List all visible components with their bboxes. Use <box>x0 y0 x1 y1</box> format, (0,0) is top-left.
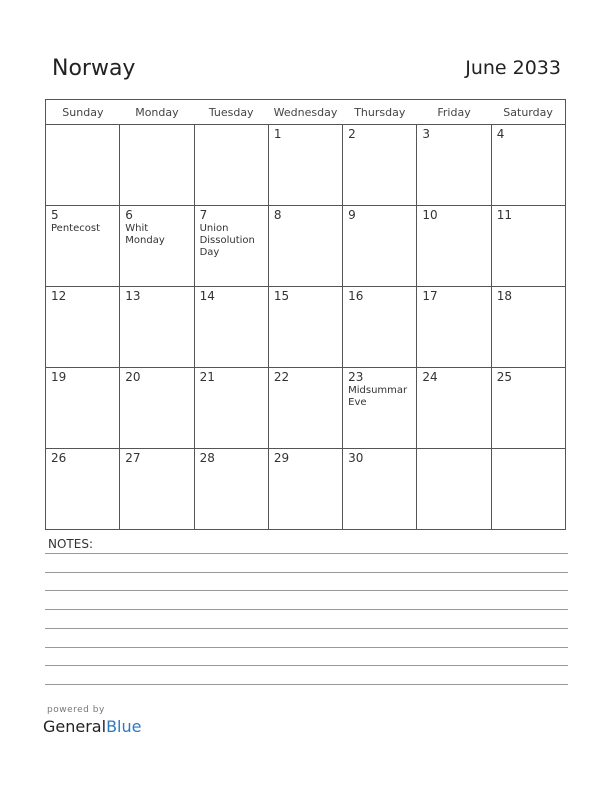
calendar-day-cell <box>491 368 565 449</box>
day-number: 7 <box>199 208 208 222</box>
calendar-day-cell <box>194 125 268 206</box>
day-number: 21 <box>199 370 215 384</box>
calendar-day-cell <box>194 368 268 449</box>
calendar-day-cell <box>194 449 268 530</box>
weekday-sunday: Sunday <box>46 100 120 125</box>
day-number: 22 <box>273 370 290 384</box>
day-number: 8 <box>273 208 282 222</box>
calendar-day-cell <box>343 125 417 206</box>
day-number: 25 <box>496 370 512 384</box>
day-number: 13 <box>125 289 141 303</box>
day-number: 2 <box>348 127 356 141</box>
calendar-day-cell <box>46 287 120 368</box>
day-number: 4 <box>496 127 505 141</box>
calendar-day-cell <box>491 125 565 206</box>
day-number: 18 <box>496 289 512 303</box>
calendar-day-cell <box>120 125 194 206</box>
calendar-week-row <box>46 449 566 530</box>
calendar-day-cell <box>491 206 565 287</box>
calendar-day-cell <box>491 449 565 530</box>
day-number: 5 <box>51 208 59 222</box>
day-number: 29 <box>273 451 290 465</box>
weekday-friday: Friday <box>417 100 491 125</box>
day-number: 30 <box>348 451 364 465</box>
calendar-day-cell <box>343 368 417 449</box>
note-line <box>45 665 568 666</box>
calendar-day-cell <box>120 287 194 368</box>
weekday-thursday: Thursday <box>343 100 417 125</box>
calendar-day-cell <box>268 368 342 449</box>
note-line <box>45 628 568 629</box>
brand-general: General <box>43 717 107 736</box>
day-number: 19 <box>51 370 67 384</box>
weekday-tuesday: Tuesday <box>194 100 268 125</box>
day-number: 9 <box>348 208 356 222</box>
calendar-day-cell <box>417 206 491 287</box>
day-number: 28 <box>199 451 215 465</box>
day-number: 12 <box>51 289 67 303</box>
note-line <box>45 647 568 648</box>
day-number: 14 <box>199 289 215 303</box>
calendar-day-cell <box>417 287 491 368</box>
day-number: 10 <box>422 208 438 222</box>
calendar-grid <box>45 99 566 530</box>
notes-label: NOTES: <box>48 537 93 551</box>
calendar-day-cell <box>120 206 194 287</box>
note-line <box>45 684 568 685</box>
powered-by-text: powered by <box>47 705 105 715</box>
calendar-day-cell <box>46 125 120 206</box>
calendar-day-cell <box>194 206 268 287</box>
calendar-day-cell <box>343 449 417 530</box>
calendar-day-cell <box>46 449 120 530</box>
holiday-label: Whit Monday <box>125 223 165 246</box>
calendar-day-cell <box>417 368 491 449</box>
note-line <box>45 572 568 573</box>
day-number: 26 <box>51 451 67 465</box>
calendar-day-cell <box>120 449 194 530</box>
day-number: 16 <box>348 289 364 303</box>
calendar-week-row <box>46 125 566 206</box>
day-number: 11 <box>496 208 512 222</box>
calendar-day-cell <box>268 125 342 206</box>
holiday-label: Pentecost <box>51 223 100 234</box>
calendar-day-cell <box>417 449 491 530</box>
calendar-day-cell <box>417 125 491 206</box>
calendar-day-cell <box>120 368 194 449</box>
note-line <box>45 609 568 610</box>
generalblue-logo <box>43 717 141 736</box>
day-number: 20 <box>125 370 141 384</box>
calendar-day-cell <box>343 206 417 287</box>
holiday-label: Midsummar Eve <box>348 385 408 408</box>
weekday-monday: Monday <box>120 100 194 125</box>
weekday-wednesday: Wednesday <box>268 100 342 125</box>
day-number: 1 <box>273 127 282 141</box>
day-number: 17 <box>422 289 438 303</box>
note-line <box>45 590 568 591</box>
weekday-header-row <box>46 100 566 125</box>
note-line <box>45 553 568 554</box>
calendar-week-row <box>46 287 566 368</box>
calendar-day-cell <box>46 368 120 449</box>
calendar-week-row <box>46 206 566 287</box>
day-number: 6 <box>125 208 133 222</box>
day-number: 27 <box>125 451 141 465</box>
day-number: 24 <box>422 370 438 384</box>
month-year-title: June 2033 <box>465 57 561 79</box>
calendar-day-cell <box>343 287 417 368</box>
calendar-day-cell <box>46 206 120 287</box>
day-number: 23 <box>348 370 364 384</box>
calendar-day-cell <box>268 287 342 368</box>
calendar-week-row <box>46 368 566 449</box>
day-number: 15 <box>273 289 290 303</box>
country-title: Norway <box>52 56 136 81</box>
calendar-day-cell <box>194 287 268 368</box>
brand-blue: Blue <box>106 717 142 736</box>
calendar-day-cell <box>268 449 342 530</box>
weekday-saturday: Saturday <box>491 100 565 125</box>
holiday-label: Union Dissolution Day <box>199 223 255 258</box>
calendar-day-cell <box>268 206 342 287</box>
calendar-day-cell <box>491 287 565 368</box>
day-number: 3 <box>422 127 431 141</box>
